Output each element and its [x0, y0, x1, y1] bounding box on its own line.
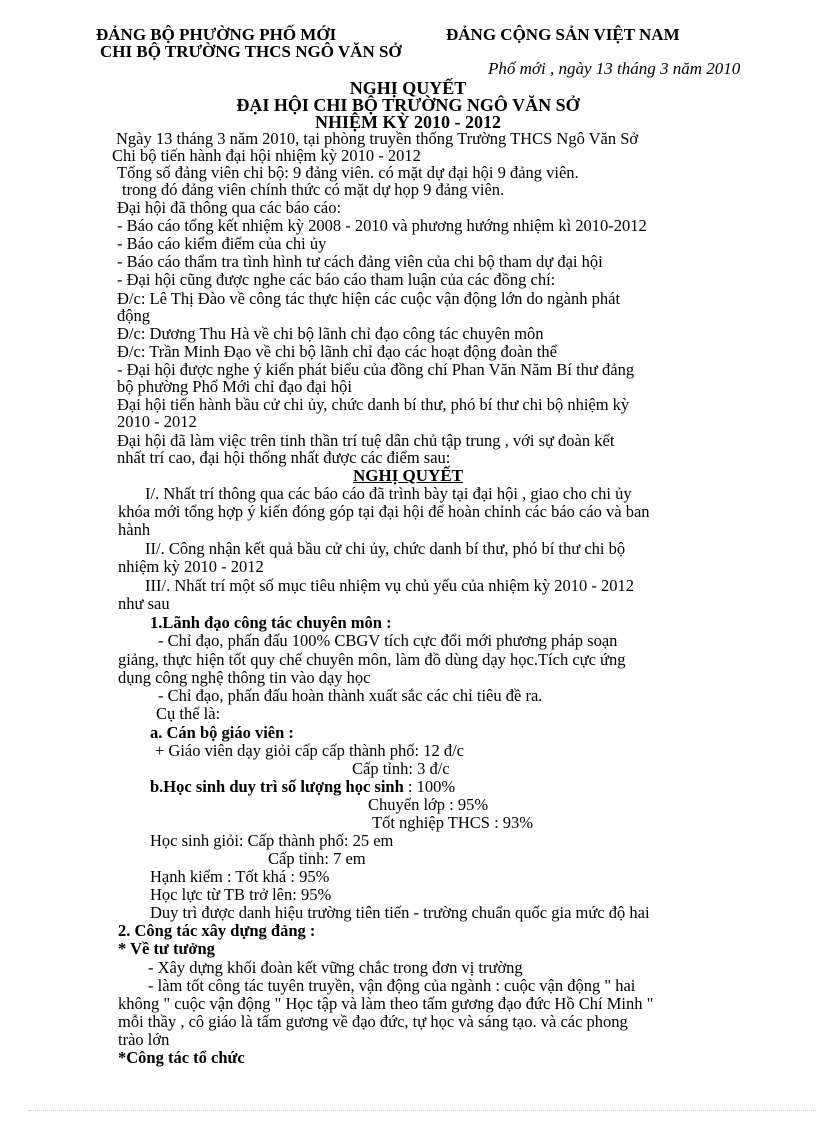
target-line: Cấp tỉnh: 3 đ/c — [352, 759, 450, 778]
intro-line: Ngày 13 tháng 3 năm 2010, tại phòng truyền thống Trường THCS Ngô Văn Sở — [116, 129, 639, 148]
section-line: mỗi thầy , cô giáo là tấm gương về đạo đức, tự học và sáng tạo. và các phong — [118, 1012, 628, 1031]
page-footer-divider — [28, 1110, 816, 1111]
party-committee-name: ĐẢNG BỘ PHƯỜNG PHỐ MỚI — [96, 25, 337, 44]
intro-line: Đ/c: Trần Minh Đạo về chi bộ lãnh chỉ đạo các hoạt động đoàn thể — [117, 342, 557, 361]
section-line: trào lớn — [118, 1030, 170, 1049]
section-line: - Xây dựng khối đoàn kết vững chắc trong đơn vị trường — [148, 958, 523, 977]
intro-line: 2010 - 2012 — [117, 412, 197, 431]
intro-line: Đ/c: Dương Thu Hà về chi bộ lãnh chỉ đạo công tác chuyên môn — [117, 324, 544, 343]
target-line: + Giáo viên dạy giỏi cấp cấp thành phố: 12 đ/c — [155, 741, 464, 760]
intro-line: Đ/c: Lê Thị Đào về công tác thực hiện các cuộc vận động lớn do ngành phát — [117, 289, 621, 308]
intro-line: - Báo cáo tổng kết nhiệm kỳ 2008 - 2010 và phương hướng nhiệm kì 2010-2012 — [117, 216, 647, 235]
intro-line: - Báo cáo thẩm tra tình hình tư cách đảng viên của chi bộ tham dự đại hội — [117, 252, 603, 271]
section-line: dụng công nghệ thông tin vào dạy học — [118, 668, 371, 687]
resolution-item: nhiệm kỳ 2010 - 2012 — [118, 557, 264, 576]
document-subtitle: ĐẠI HỘI CHI BỘ TRƯỜNG NGÔ VĂN SỞ — [236, 95, 580, 115]
party-name: ĐẢNG CỘNG SẢN VIỆT NAM — [446, 25, 680, 44]
target-line: Cấp tỉnh: 7 em — [268, 849, 366, 868]
intro-line: Chi bộ tiến hành đại hội nhiệm kỳ 2010 - 2012 — [112, 146, 421, 165]
intro-line: Đại hội đã làm việc trên tinh thần trí tuệ dân chủ tập trung , với sự đoàn kết — [117, 431, 615, 450]
section-heading: 2. Công tác xây dựng đảng : — [118, 921, 316, 940]
intro-line: nhất trí cao, đại hội thống nhất được các điểm sau: — [117, 448, 451, 467]
resolution-item: như sau — [118, 594, 170, 613]
section-heading: 1.Lãnh đạo công tác chuyên môn : — [150, 613, 392, 632]
intro-line: - Đại hội được nghe ý kiến phát biểu của đồng chí Phan Văn Năm Bí thư đảng — [117, 360, 635, 379]
document-title: NGHỊ QUYẾT — [349, 78, 467, 98]
resolution-item: II/. Công nhận kết quả bầu cử chi ủy, chức danh bí thư, phó bí thư chi bộ — [145, 539, 626, 558]
party-cell-name: CHI BỘ TRƯỜNG THCS NGÔ VĂN SỞ — [100, 42, 402, 61]
resolution-item: III/. Nhất trí một số mục tiêu nhiệm vụ chủ yếu của nhiệm kỳ 2010 - 2012 — [145, 576, 634, 595]
target-line: Học sinh giỏi: Cấp thành phố: 25 em — [150, 831, 394, 850]
intro-line: Đại hội đã thông qua các báo cáo: — [117, 198, 342, 217]
intro-line: trong đó đảng viên chính thức có mặt dự họp 9 đảng viên. — [122, 180, 505, 199]
resolution-heading: NGHỊ QUYẾT — [352, 466, 464, 485]
section-line: không " cuộc vận động " Học tập và làm theo tấm gương đạo đức Hồ Chí Minh " — [118, 994, 654, 1013]
section-line: - Chỉ đạo, phấn đấu hoàn thành xuất sắc các chỉ tiêu đề ra. — [158, 686, 543, 705]
target-value: : 100% — [403, 777, 456, 796]
target-line: Tốt nghiệp THCS : 93% — [372, 813, 534, 832]
subsection-heading: a. Cán bộ giáo viên : — [150, 723, 294, 742]
intro-line: Đại hội tiến hành bầu cử chi ủy, chức danh bí thư, phó bí thư chi bộ nhiệm kỳ — [117, 395, 630, 414]
resolution-item: hành — [118, 520, 151, 539]
target-line: Hạnh kiểm : Tốt khá : 95% — [150, 867, 330, 886]
subsection-heading: * Về tư tưởng — [118, 939, 215, 958]
subsection-heading: b.Học sinh duy trì số lượng học sinh — [150, 777, 404, 796]
subsection-heading: *Công tác tổ chức — [118, 1048, 245, 1067]
target-line: Chuyển lớp : 95% — [368, 795, 489, 814]
intro-line: - Báo cáo kiểm điểm của chi ủy — [117, 234, 327, 253]
section-line: Cụ thể là: — [156, 704, 221, 723]
section-line: giảng, thực hiện tốt quy chế chuyên môn, làm đồ dùng dạy học.Tích cực ứng — [118, 650, 626, 669]
intro-line: động — [117, 306, 150, 325]
resolution-item: I/. Nhất trí thông qua các báo cáo đã trình bày tại đại hội , giao cho chi ủy — [145, 484, 632, 503]
section-line: - làm tốt công tác tuyên truyền, vận động của ngành : cuộc vận động " hai — [148, 976, 636, 995]
target-line — [150, 778, 455, 796]
resolution-item: khóa mới tổng hợp ý kiến đóng góp tại đại hội để hoàn chỉnh các báo cáo và ban — [118, 502, 650, 521]
target-line: Duy trì được danh hiệu trường tiên tiến - trường chuẩn quốc gia mức độ hai — [150, 903, 650, 922]
target-line: Học lực từ TB trở lên: 95% — [150, 885, 332, 904]
document-date: Phố mới , ngày 13 tháng 3 năm 2010 — [488, 59, 741, 78]
section-line: - Chỉ đạo, phấn đấu 100% CBGV tích cực đổi mới phương pháp soạn — [158, 631, 618, 650]
intro-line: - Đại hội cũng được nghe các báo cáo tham luận của các đồng chí: — [117, 270, 556, 289]
document-term: NHIỆM KỲ 2010 - 2012 — [315, 112, 501, 132]
intro-line: bộ phường Phố Mới chỉ đạo đại hội — [117, 377, 352, 396]
intro-line: Tổng số đảng viên chi bộ: 9 đảng viên. có mặt dự đại hội 9 đảng viên. — [117, 163, 579, 182]
